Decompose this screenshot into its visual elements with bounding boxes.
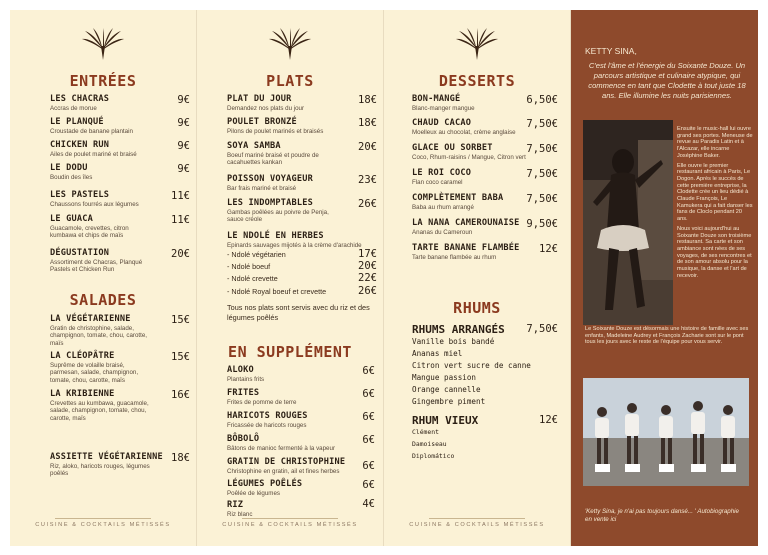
- item-price: 9€: [177, 140, 190, 152]
- palm-logo-icon: [268, 28, 312, 62]
- footer-tagline: CUISINE & COCKTAILS MÉTISSÉS: [35, 522, 171, 528]
- item-price: 6€: [362, 411, 375, 423]
- item-price: 6€: [362, 479, 375, 491]
- item-price: 11€: [171, 190, 190, 202]
- item-price: 23€: [358, 174, 377, 186]
- menu-page: [10, 10, 758, 546]
- rhum-brand: Clément: [412, 428, 439, 436]
- footer-divider: [242, 518, 338, 519]
- item-price: 7,50€: [526, 143, 558, 155]
- footer-divider: [429, 518, 525, 519]
- bio-paragraph: Nous voici aujourd'hui au Soixante Douze son troisième restaurant. Sa carte et son ambiance sont nées de ses voyages, de ses rencontres et de son amour absolu pour la musique, la danse et l'art de recevoir.: [677, 225, 752, 279]
- book-caption: 'Ketty Sina, je n'ai pas toujours dansé... ' Autobiographie en vente ici: [585, 508, 739, 523]
- menu-item: LE NDOLÉ EN HERBES Epinards sauvages mijotés à la crème d'arachide: [227, 231, 362, 249]
- rhums-title: RHUMS: [453, 299, 501, 317]
- menu-item: POISSON VOYAGEUR Bar frais mariné et braisé: [227, 174, 313, 192]
- item-price: 12€: [539, 243, 558, 255]
- ndole-option: - Ndolé Royal boeuf et crevette: [227, 287, 327, 296]
- menu-item: HARICOTS ROUGES Fricassée de haricots rouges: [227, 411, 308, 429]
- item-price: 20€: [358, 141, 377, 153]
- item-price: 15€: [171, 351, 190, 363]
- ndole-option: - Ndolé crevette: [227, 274, 278, 283]
- item-price: 7,50€: [526, 193, 558, 205]
- plats-note: Tous nos plats sont servis avec du riz et des légumes poêlés: [227, 303, 370, 322]
- item-price: 22€: [358, 272, 377, 284]
- item-price: 18€: [358, 94, 377, 106]
- bio-paragraph: Ensuite le music-hall lui ouvre grand ses portes. Meneuse de revue au Paradis Latin et à l'Alcazar, elle incarne Joséphine Baker.: [677, 126, 753, 159]
- menu-item: PLAT DU JOUR Demandez nos plats du jour: [227, 94, 305, 112]
- item-price: 6,50€: [526, 94, 558, 106]
- menu-item: POULET BRONZÉ Pilons de poulet marinés et braisés: [227, 117, 324, 135]
- item-price: 6€: [362, 365, 375, 377]
- menu-item: LA VÉGÉTARIENNE Gratin de christophine, salade, champignon, tomate, chou, carotte, maïs: [50, 314, 147, 347]
- footer-tagline: CUISINE & COCKTAILS MÉTISSÉS: [409, 522, 545, 528]
- ndole-option: - Ndolé végétarien: [227, 250, 286, 259]
- owner-name: KETTY SINA,: [585, 46, 637, 56]
- footer-tagline: CUISINE & COCKTAILS MÉTISSÉS: [222, 522, 358, 528]
- item-price: 18€: [358, 117, 377, 129]
- item-price: 6€: [362, 460, 375, 472]
- menu-item: LES CHACRAS Accras de morue: [50, 94, 110, 112]
- item-price: 6€: [362, 388, 375, 400]
- item-price: 7,50€: [526, 168, 558, 180]
- panel-entrees-salades: [10, 10, 196, 546]
- menu-item: LA NANA CAMEROUNAISE Ananas du Cameroun: [412, 218, 520, 236]
- menu-item: CHAUD CACAO Moelleux au chocolat, crème anglaise: [412, 118, 516, 136]
- plats-title: PLATS: [266, 72, 314, 90]
- item-price: 15€: [171, 314, 190, 326]
- rhum-flavour: Orange cannelle: [412, 385, 481, 394]
- menu-item: LE GUACA Guacamole, crevettes, citron kumbawa et chips de maïs: [50, 214, 129, 240]
- menu-item: LE DODU Boudin des îles: [50, 163, 93, 181]
- item-price: 7,50€: [526, 118, 558, 130]
- item-price: 11€: [171, 214, 190, 226]
- item-price: 9,50€: [526, 218, 558, 230]
- rhum-flavour: Gingembre piment: [412, 397, 486, 406]
- menu-item: LE PLANQUÉ Croustade de banane plantain: [50, 117, 133, 135]
- panel-plats: [197, 10, 383, 546]
- rhum-vieux-title: RHUM VIEUX: [412, 414, 479, 427]
- rhum-flavour: Vanille bois bandé: [412, 337, 495, 346]
- menu-item: SOYA SAMBA Boeuf mariné braisé et poudre de cacahuettes kankan: [227, 141, 319, 167]
- panel-about: [571, 10, 758, 546]
- dancers-group-photo: [583, 378, 749, 486]
- item-price: 17€: [358, 248, 377, 260]
- ndole-option: - Ndolé boeuf: [227, 262, 271, 271]
- entrees-title: ENTRÉES: [69, 72, 137, 90]
- menu-item: LA CLÉOPÂTRE Suprême de volaille braisé, parmesan, salade, champignon, tomate, chou, carotte, maïs: [50, 351, 139, 384]
- footer-divider: [55, 518, 151, 519]
- item-price: 26€: [358, 198, 377, 210]
- item-price: 20€: [358, 260, 377, 272]
- menu-item: DÉGUSTATION Assortiment de Chacras, Planqué Pastels et Chicken Run: [50, 248, 143, 274]
- item-price: 7,50€: [526, 323, 558, 335]
- menu-item: LES INDOMPTABLES Gambas poêlées au poivre de Penja, sauce créole: [227, 198, 329, 224]
- menu-item: BON-MANGÉ Blanc-manger mangue: [412, 94, 475, 112]
- menu-item: LE ROI COCO Flan coco caramel: [412, 168, 472, 186]
- item-price: 18€: [171, 452, 190, 464]
- item-price: 9€: [177, 94, 190, 106]
- menu-item: LÉGUMES POÊLÉS Poêlée de légumes: [227, 479, 303, 497]
- item-price: 9€: [177, 163, 190, 175]
- menu-item: LES PASTELS Chaussons fourrés aux légumes: [50, 190, 139, 208]
- menu-item: ALOKO Plantains frits: [227, 365, 265, 383]
- menu-item: RIZ Riz blanc: [227, 500, 253, 518]
- item-price: 6€: [362, 434, 375, 446]
- family-text: Le Soixante Douze est désormais une histoire de famille avec ses enfants, Madeleine Audrey et François Zacharie sont sur le pont tous les jours avec le reste de l'équipe pour vous servir.: [585, 326, 749, 346]
- salades-title: SALADES: [69, 291, 137, 309]
- menu-item: TARTE BANANE FLAMBÉE Tarte banane flambée au rhum: [412, 243, 520, 261]
- menu-item: BÔBOLÔ Bâtons de manioc fermenté à la vapeur: [227, 434, 336, 452]
- menu-item: GLACE OU SORBET Coco, Rhum-raisins / Mangue, Citron vert: [412, 143, 526, 161]
- item-price: 4€: [362, 498, 375, 510]
- palm-logo-icon: [81, 28, 125, 62]
- menu-item: FRITES Frites de pomme de terre: [227, 388, 297, 406]
- item-price: 26€: [358, 285, 377, 297]
- menu-item: GRATIN DE CHRISTOPHINE Christophine en gratin, ail et fines herbes: [227, 457, 346, 475]
- rhum-flavour: Citron vert sucre de canne: [412, 361, 531, 370]
- item-price: 20€: [171, 248, 190, 260]
- rhum-brand: Damoiseau: [412, 440, 447, 448]
- item-price: 12€: [539, 414, 558, 426]
- bio-paragraph: Elle ouvre le premier restaurant africain à Paris, Le Dogon. Après le succès de cette première entreprise, la Clodette crée un lieu dédié à Claude François, Le Kamukera qui a fait danser les fans de Cloclo pendant 20 ans.: [677, 162, 753, 223]
- item-price: 16€: [171, 389, 190, 401]
- item-price: 9€: [177, 117, 190, 129]
- panel-desserts-rhums: [384, 10, 570, 546]
- dancer-photo: [583, 120, 673, 325]
- rhum-flavour: Mangue passion: [412, 373, 477, 382]
- menu-item: LA KRIBIENNE Crevettes au kumbawa, guacamole, salade, champignon, tomate, chou, carotte, maïs: [50, 389, 149, 422]
- owner-intro: C'est l'âme et l'énergie du Soixante Douze. Un parcours artistique et culinaire atypique, qui commence en tant que Clodette à tout juste 18 ans. Elle illumine les nuits parisiennes.: [588, 61, 746, 100]
- menu-item: ASSIETTE VÉGÉTARIENNE Riz, aloko, haricots rouges, légumes poêlés: [50, 452, 163, 478]
- supplement-title: EN SUPPLÉMENT: [228, 343, 352, 361]
- rhum-flavour: Ananas miel: [412, 349, 463, 358]
- menu-item: COMPLÈTEMENT BABA Baba au rhum arrangé: [412, 193, 504, 211]
- palm-logo-icon: [455, 28, 499, 62]
- rhum-brand: Diplomático: [412, 452, 455, 460]
- rhums-arranges-title: RHUMS ARRANGÉS: [412, 323, 505, 336]
- desserts-title: DESSERTS: [438, 72, 516, 90]
- owner-bio: [677, 126, 753, 282]
- menu-item: CHICKEN RUN Ailes de poulet mariné et braisé: [50, 140, 137, 158]
